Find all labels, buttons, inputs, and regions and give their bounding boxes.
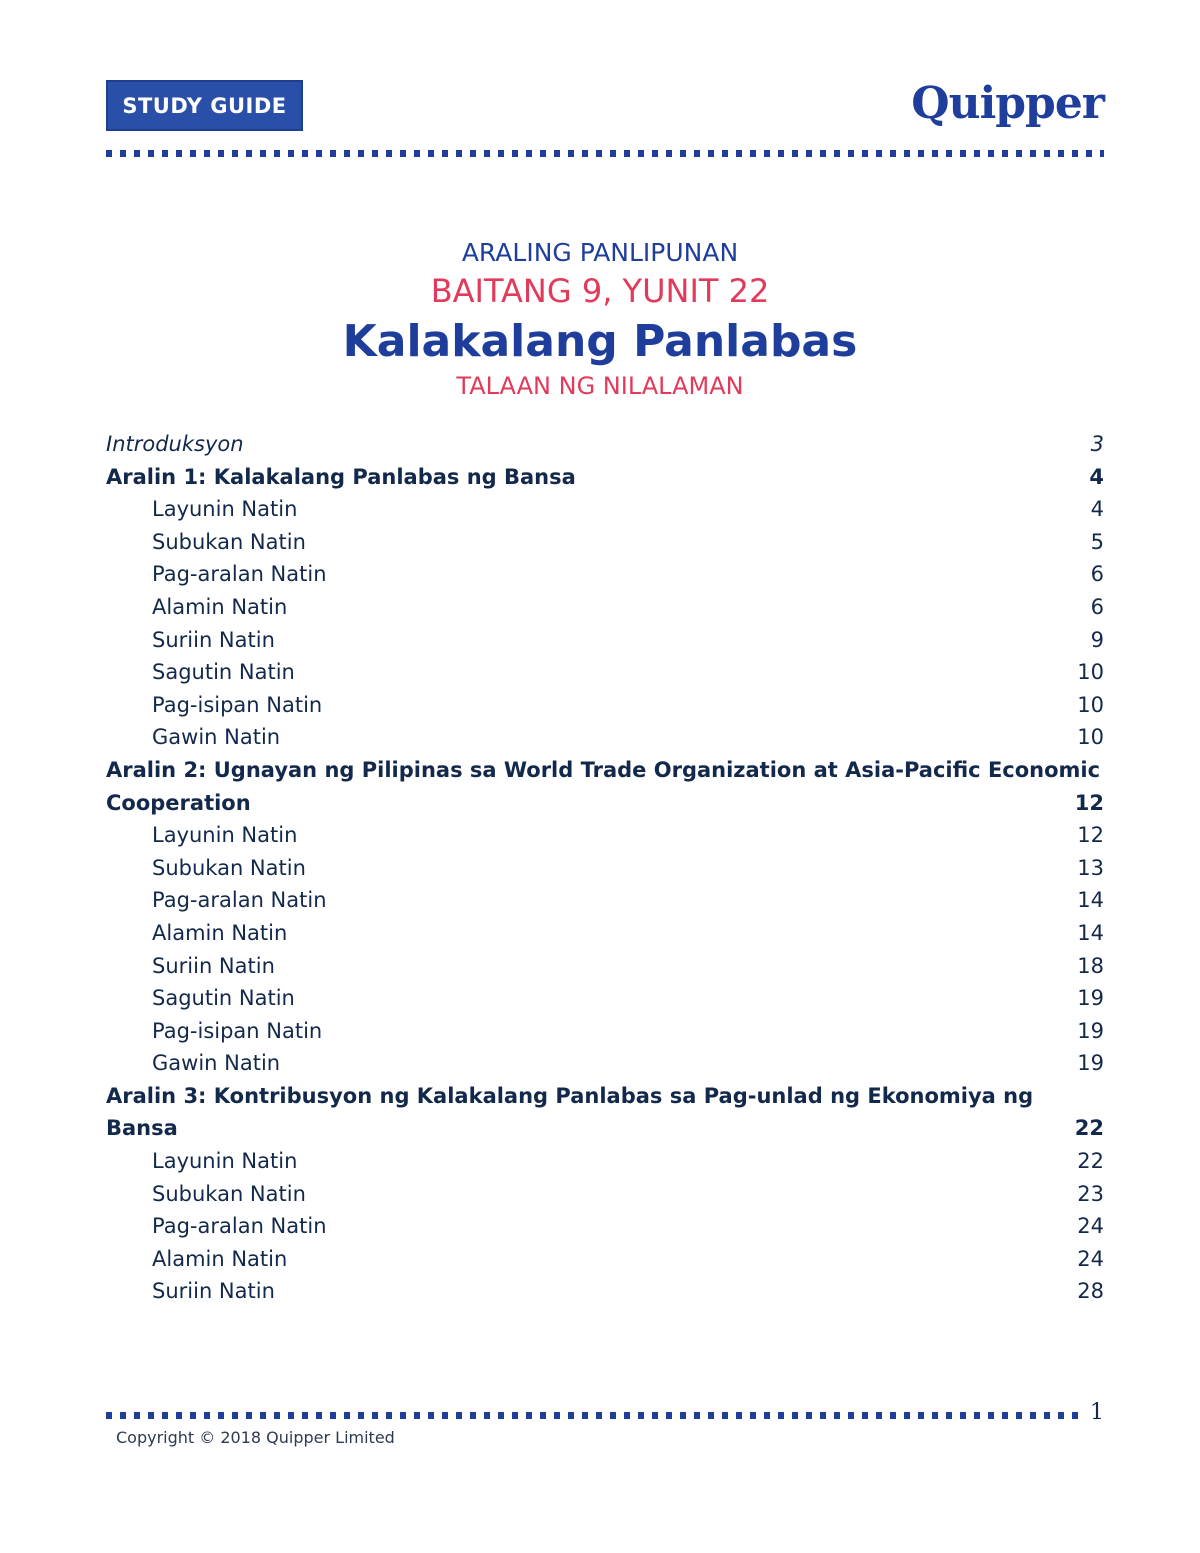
toc-row-lesson-2-line1 <box>106 754 1104 787</box>
toc-row <box>106 884 1104 917</box>
toc-row <box>106 656 1104 689</box>
toc-row-lesson-2-line2 <box>106 787 1104 820</box>
toc-page: 10 <box>1077 660 1104 685</box>
toc-label: Alamin Natin <box>152 920 288 945</box>
toc-label: Subukan Natin <box>152 855 306 880</box>
toc-label: Aralin 1: Kalakalang Panlabas ng Bansa <box>106 464 576 489</box>
toc-label: Pag-aralan Natin <box>152 1214 327 1239</box>
toc-page: 22 <box>1077 1149 1104 1174</box>
toc-page: 3 <box>1090 432 1104 456</box>
toc-page: 23 <box>1077 1181 1104 1206</box>
toc-page: 12 <box>1074 790 1104 815</box>
study-guide-badge: STUDY GUIDE <box>106 80 303 131</box>
toc-label: Aralin 2: Ugnayan ng Pilipinas sa World Trade Organization at Asia-Pacific Economic <box>106 757 1101 782</box>
toc-row <box>106 591 1104 624</box>
toc-label: Sagutin Natin <box>152 660 295 685</box>
toc-row <box>106 558 1104 591</box>
toc-label: Cooperation <box>106 790 251 815</box>
toc-row <box>106 1243 1104 1276</box>
toc-row <box>106 1145 1104 1178</box>
toc-page: 4 <box>1090 497 1104 522</box>
toc-page: 5 <box>1090 529 1104 554</box>
toc-label: Layunin Natin <box>152 823 298 848</box>
toc-row-introduction <box>106 428 1104 461</box>
toc-row <box>106 624 1104 657</box>
toc-row <box>106 950 1104 983</box>
toc-row <box>106 1178 1104 1211</box>
top-dotted-divider <box>106 150 1104 157</box>
toc-label: Gawin Natin <box>152 725 281 750</box>
subject-title: ARALING PANLIPUNAN <box>461 238 739 267</box>
toc-page: 18 <box>1077 953 1104 978</box>
toc-row <box>106 526 1104 559</box>
toc-label: Pag-isipan Natin <box>152 692 323 717</box>
toc-row <box>106 1015 1104 1048</box>
toc-page: 12 <box>1077 823 1104 848</box>
toc-label: Sagutin Natin <box>152 986 295 1011</box>
page-number: 1 <box>1090 1400 1104 1425</box>
toc-row-lesson-3-line1 <box>106 1080 1104 1113</box>
toc-row <box>106 917 1104 950</box>
toc-label: Suriin Natin <box>152 627 275 652</box>
toc-page: 28 <box>1077 1279 1104 1304</box>
toc-page: 13 <box>1077 855 1104 880</box>
toc-label: Pag-isipan Natin <box>152 1018 323 1043</box>
toc-page: 24 <box>1077 1246 1104 1271</box>
toc-label: Pag-aralan Natin <box>152 562 327 587</box>
toc-row <box>106 852 1104 885</box>
bottom-dotted-divider <box>106 1412 1078 1419</box>
toc-heading: TALAAN NG NILALAMAN <box>456 372 744 400</box>
toc-page: 19 <box>1077 1018 1104 1043</box>
toc-row <box>106 1275 1104 1308</box>
toc-page: 14 <box>1077 888 1104 913</box>
toc-label: Suriin Natin <box>152 953 275 978</box>
quipper-logo: Quipper <box>911 78 1104 129</box>
toc-page: 9 <box>1090 627 1104 652</box>
toc-row <box>106 819 1104 852</box>
toc-label: Suriin Natin <box>152 1279 275 1304</box>
toc-row <box>106 1210 1104 1243</box>
toc-label: Layunin Natin <box>152 1149 298 1174</box>
copyright-notice: Copyright © 2018 Quipper Limited <box>116 1428 395 1447</box>
grade-unit-title: BAITANG 9, YUNIT 22 <box>430 272 770 310</box>
toc-page: 14 <box>1077 920 1104 945</box>
toc-row-lesson-1 <box>106 461 1104 494</box>
unit-title: Kalakalang Panlabas <box>342 316 858 367</box>
toc-label: Bansa <box>106 1116 178 1141</box>
table-of-contents <box>106 428 1104 1308</box>
toc-page: 6 <box>1090 562 1104 587</box>
toc-row <box>106 1047 1104 1080</box>
toc-row <box>106 493 1104 526</box>
toc-label: Alamin Natin <box>152 1246 288 1271</box>
toc-label: Gawin Natin <box>152 1051 281 1076</box>
toc-page: 10 <box>1077 692 1104 717</box>
toc-page: 19 <box>1077 986 1104 1011</box>
toc-page: 22 <box>1074 1116 1104 1141</box>
toc-row <box>106 721 1104 754</box>
toc-page: 24 <box>1077 1214 1104 1239</box>
toc-row-lesson-3-line2 <box>106 1112 1104 1145</box>
toc-label: Subukan Natin <box>152 1181 306 1206</box>
toc-label: Layunin Natin <box>152 497 298 522</box>
toc-row <box>106 982 1104 1015</box>
toc-page: 6 <box>1090 594 1104 619</box>
toc-page: 10 <box>1077 725 1104 750</box>
toc-page: 4 <box>1089 464 1104 489</box>
toc-label: Alamin Natin <box>152 594 288 619</box>
toc-label: Pag-aralan Natin <box>152 888 327 913</box>
toc-page: 19 <box>1077 1051 1104 1076</box>
toc-label: Subukan Natin <box>152 529 306 554</box>
toc-row <box>106 689 1104 722</box>
toc-label: Aralin 3: Kontribusyon ng Kalakalang Panlabas sa Pag-unlad ng Ekonomiya ng <box>106 1083 1034 1108</box>
toc-label: Introduksyon <box>106 432 244 456</box>
